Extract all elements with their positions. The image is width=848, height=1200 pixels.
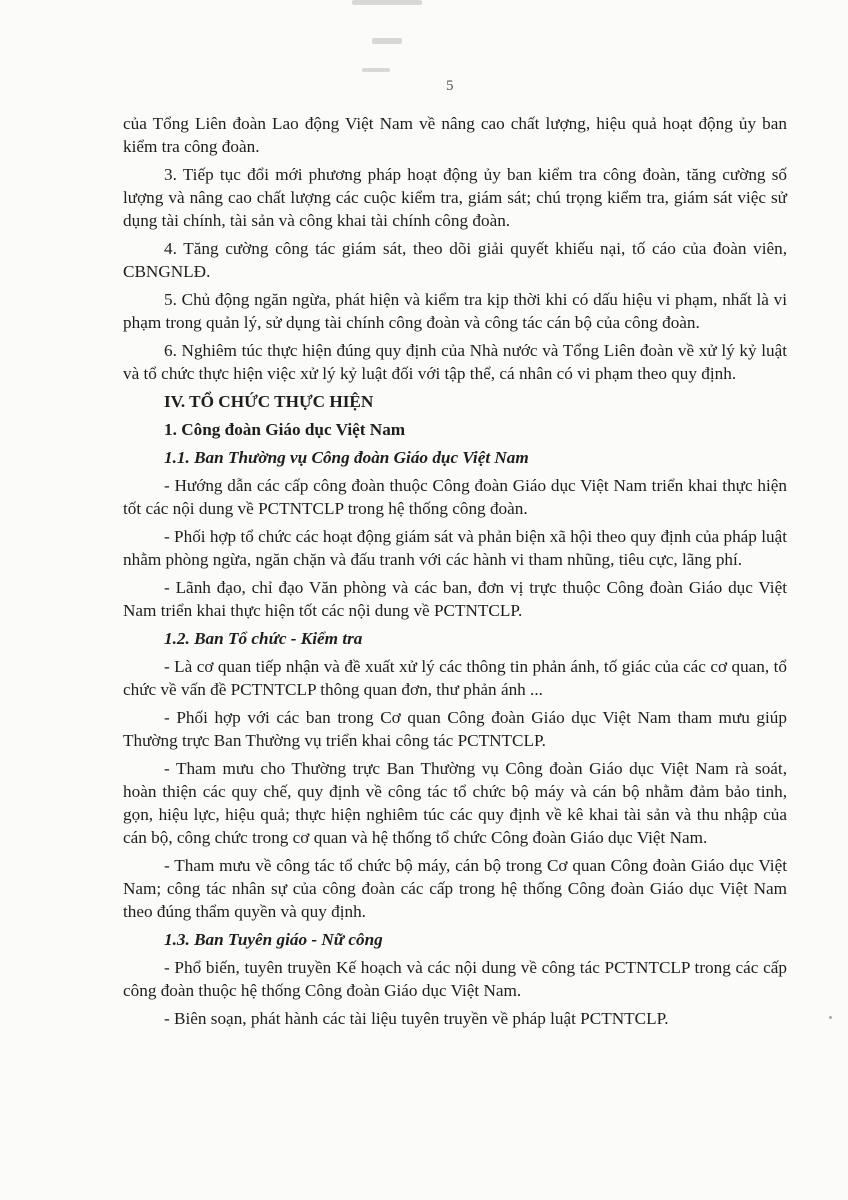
item-heading-1-3: 1.3. Ban Tuyên giáo - Nữ công <box>164 930 383 949</box>
bullet-paragraph: - Phổ biến, tuyên truyền Kế hoạch và các nội dung về công tác PCTNTCLP trong các cấp công đoàn thuộc hệ thống Công đoàn Giáo dục Việt Nam. <box>123 958 787 1000</box>
document-body <box>123 112 787 1035</box>
item-heading-1-2: 1.2. Ban Tổ chức - Kiểm tra <box>164 629 363 648</box>
paragraph-continuation: của Tổng Liên đoàn Lao động Việt Nam về nâng cao chất lượng, hiệu quả hoạt động ủy ban kiểm tra công đoàn. <box>123 114 787 156</box>
page-number: 5 <box>446 78 454 94</box>
list-item-3: 3. Tiếp tục đổi mới phương pháp hoạt động ủy ban kiểm tra công đoàn, tăng cường số lượng và nâng cao chất lượng các cuộc kiểm tra, giám sát; chú trọng kiểm tra, giám sát việc sử dụng tài chính, tài sản và công khai tài chính công đoàn. <box>123 165 787 230</box>
bullet-paragraph: - Biên soạn, phát hành các tài liệu tuyên truyền về pháp luật PCTNTCLP. <box>164 1009 669 1028</box>
bullet-paragraph: - Phối hợp với các ban trong Cơ quan Công đoàn Giáo dục Việt Nam tham mưu giúp Thường trực Ban Thường vụ triển khai công tác PCTNTCLP. <box>123 708 787 750</box>
list-item-4: 4. Tăng cường công tác giám sát, theo dõi giải quyết khiếu nại, tố cáo của đoàn viên, CBNGNLĐ. <box>123 239 787 281</box>
bullet-paragraph: - Hướng dẫn các cấp công đoàn thuộc Công đoàn Giáo dục Việt Nam triển khai thực hiện tốt các nội dung về PCTNTCLP trong hệ thống công đoàn. <box>123 476 787 518</box>
bullet-paragraph: - Là cơ quan tiếp nhận và đề xuất xử lý các thông tin phản ánh, tố giác của các cơ quan, tổ chức về vấn đề PCTNTCLP thông quan đơn, thư phản ánh ... <box>123 657 787 699</box>
scan-artifact <box>372 38 402 44</box>
section-heading: IV. TỔ CHỨC THỰC HIỆN <box>164 392 374 411</box>
bullet-paragraph: - Tham mưu cho Thường trực Ban Thường vụ Công đoàn Giáo dục Việt Nam rà soát, hoàn thiện các quy chế, quy định về công tác tổ chức bộ máy và cán bộ nhằm đảm bảo tinh, gọn, hiệu lực, hiệu quả; thực hiện nghiêm túc các quy định về kê khai tài sản và thu nhập của cán bộ, công chức trong cơ quan và hệ thống tổ chức Công đoàn Giáo dục Việt Nam. <box>123 759 787 847</box>
scan-artifact <box>352 0 422 5</box>
list-item-6: 6. Nghiêm túc thực hiện đúng quy định của Nhà nước và Tổng Liên đoàn về xử lý kỷ luật và tổ chức thực hiện việc xử lý kỷ luật đối với tập thể, cá nhân có vi phạm theo quy định. <box>123 341 787 383</box>
bullet-paragraph: - Tham mưu về công tác tổ chức bộ máy, cán bộ trong Cơ quan Công đoàn Giáo dục Việt Nam; công tác nhân sự của công đoàn các cấp trong hệ thống Công đoàn Giáo dục Việt Nam theo đúng thẩm quyền và quy định. <box>123 856 787 921</box>
subsection-heading: 1. Công đoàn Giáo dục Việt Nam <box>164 420 406 439</box>
scan-artifact <box>829 1016 832 1019</box>
bullet-paragraph: - Phối hợp tổ chức các hoạt động giám sát và phản biện xã hội theo quy định của pháp luật nhằm phòng ngừa, ngăn chặn và đấu tranh với các hành vi tham nhũng, tiêu cực, lãng phí. <box>123 527 787 569</box>
item-heading-1-1: 1.1. Ban Thường vụ Công đoàn Giáo dục Việt Nam <box>164 448 529 467</box>
scan-artifact <box>362 68 390 72</box>
list-item-5: 5. Chủ động ngăn ngừa, phát hiện và kiểm tra kịp thời khi có dấu hiệu vi phạm, nhất là vi phạm trong quản lý, sử dụng tài chính công đoàn và công tác cán bộ của công đoàn. <box>123 290 787 332</box>
bullet-paragraph: - Lãnh đạo, chỉ đạo Văn phòng và các ban, đơn vị trực thuộc Công đoàn Giáo dục Việt Nam triển khai thực hiện tốt các nội dung về PCTNTCLP. <box>123 578 787 620</box>
